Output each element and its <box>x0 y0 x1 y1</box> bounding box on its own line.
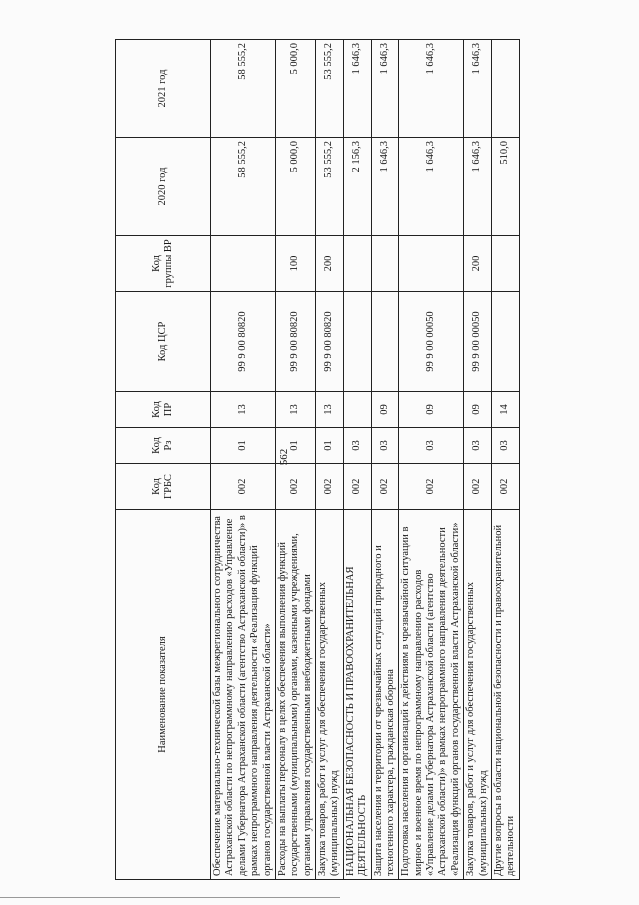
table-row <box>211 40 276 880</box>
cell-pr <box>343 392 371 428</box>
rotated-budget-table <box>115 40 545 880</box>
table-row <box>343 40 371 880</box>
cell-rz: 03 <box>399 428 464 464</box>
cell-rz: 01 <box>316 428 344 464</box>
table-row <box>491 40 519 880</box>
cell-grbs: 002 <box>211 464 276 510</box>
cell-rz: 01 <box>211 428 276 464</box>
cell-pr: 13 <box>275 392 315 428</box>
cell-name: Подготовка населения и организаций к действиям в чрезвычайной ситуации в мирное и военное время по непрограммному направлению расходов «Управление делами Губернатора Астраханской области (агентство Астраханской области)» в рамках непрограммного направления деятельности «Реализация функций органов государственной власти Астраханской области» <box>399 510 464 880</box>
page-number: 562 <box>278 448 290 466</box>
cell-grbs: 002 <box>491 464 519 510</box>
cell-pr: 13 <box>211 392 276 428</box>
cell-y2021: 53 555,2 <box>316 40 344 138</box>
header-name: Наименование показателя <box>116 510 211 880</box>
cell-y2021: 5 000,0 <box>275 40 315 138</box>
header-2020: 2020 год <box>116 138 211 236</box>
cell-y2021 <box>491 40 519 138</box>
cell-vr <box>491 236 519 292</box>
bottom-divider <box>0 897 340 898</box>
table-row <box>275 40 315 880</box>
cell-pr: 09 <box>371 392 399 428</box>
cell-csr: 99 9 00 00050 <box>399 292 464 392</box>
cell-rz: 03 <box>491 428 519 464</box>
cell-csr: 99 9 00 80820 <box>316 292 344 392</box>
table-body <box>211 40 520 880</box>
header-grbs: Код ГРБС <box>116 464 211 510</box>
cell-csr <box>491 292 519 392</box>
cell-vr <box>343 236 371 292</box>
cell-rz: 03 <box>371 428 399 464</box>
table-row <box>399 40 464 880</box>
cell-name: НАЦИОНАЛЬНАЯ БЕЗОПАСНОСТЬ И ПРАВООХРАНИТЕЛЬНАЯ ДЕЯТЕЛЬНОСТЬ <box>343 510 371 880</box>
cell-name: Закупка товаров, работ и услуг для обеспечения государственных (муниципальных) нужд <box>464 510 492 880</box>
cell-y2020: 2 156,3 <box>343 138 371 236</box>
cell-csr: 99 9 00 00050 <box>464 292 492 392</box>
cell-y2021: 58 555,2 <box>211 40 276 138</box>
cell-csr <box>343 292 371 392</box>
cell-vr: 200 <box>316 236 344 292</box>
cell-vr: 100 <box>275 236 315 292</box>
cell-y2021: 1 646,3 <box>464 40 492 138</box>
cell-pr: 09 <box>399 392 464 428</box>
cell-y2020: 5 000,0 <box>275 138 315 236</box>
cell-y2020: 1 646,3 <box>371 138 399 236</box>
budget-table <box>115 39 520 880</box>
cell-vr: 200 <box>464 236 492 292</box>
cell-rz: 01 <box>275 428 315 464</box>
table-header-row <box>116 40 211 880</box>
cell-vr <box>211 236 276 292</box>
table-row <box>316 40 344 880</box>
cell-pr: 13 <box>316 392 344 428</box>
table-row <box>371 40 399 880</box>
cell-csr: 99 9 00 80820 <box>211 292 276 392</box>
cell-name: Расходы на выплаты персоналу в целях обеспечения выполнения функций государственными (муниципальными) органами, казенными учреждениями, органами управления государственными внебюджетными фондами <box>275 510 315 880</box>
header-vr: Код группы ВР <box>116 236 211 292</box>
cell-grbs: 002 <box>343 464 371 510</box>
cell-y2020: 53 555,2 <box>316 138 344 236</box>
cell-rz: 03 <box>464 428 492 464</box>
cell-y2021: 1 646,3 <box>343 40 371 138</box>
cell-grbs: 002 <box>464 464 492 510</box>
table-row <box>464 40 492 880</box>
cell-rz: 03 <box>343 428 371 464</box>
cell-y2020: 1 646,3 <box>464 138 492 236</box>
cell-name: Защита населения и территории от чрезвычайных ситуаций природного и техногенного характера, гражданская оборона <box>371 510 399 880</box>
cell-y2020: 1 646,3 <box>399 138 464 236</box>
header-rz: Код Рз <box>116 428 211 464</box>
cell-name: Закупка товаров, работ и услуг для обеспечения государственных (муниципальных) нужд <box>316 510 344 880</box>
cell-grbs: 002 <box>275 464 315 510</box>
cell-csr <box>371 292 399 392</box>
cell-grbs: 002 <box>371 464 399 510</box>
cell-y2021: 1 646,3 <box>371 40 399 138</box>
cell-pr: 09 <box>464 392 492 428</box>
cell-vr <box>399 236 464 292</box>
cell-y2021: 1 646,3 <box>399 40 464 138</box>
header-2021: 2021 год <box>116 40 211 138</box>
cell-csr: 99 9 00 80820 <box>275 292 315 392</box>
header-pr: Код ПР <box>116 392 211 428</box>
header-csr: Код ЦСР <box>116 292 211 392</box>
cell-vr <box>371 236 399 292</box>
cell-pr: 14 <box>491 392 519 428</box>
cell-y2020: 58 555,2 <box>211 138 276 236</box>
cell-name: Обеспечение материально-технической базы межрегионального сотрудничества Астраханской области по непрограммному направлению расходов «Управление делами Губернатора Астраханской области (агентство Астраханской области)» в рамках непрограммного направления деятельности «Реализация функций органов государственной власти Астраханской области» <box>211 510 276 880</box>
cell-grbs: 002 <box>316 464 344 510</box>
cell-name: Другие вопросы в области национальной безопасности и правоохранительной деятельности <box>491 510 519 880</box>
cell-grbs: 002 <box>399 464 464 510</box>
cell-y2020: 510,0 <box>491 138 519 236</box>
